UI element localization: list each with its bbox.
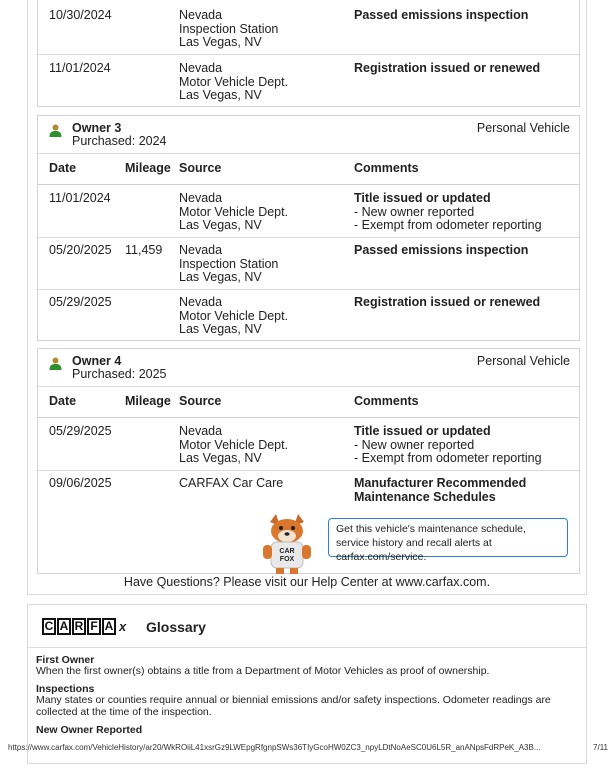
report-url[interactable]: https://www.carfax.com/VehicleHistory/ar20/WkROiiL41xsrGz9LWEpgRfgnpSWs36TIyGcoHW0ZC3_npyLDtNoAeSC0U6L5R_anANpsFdRPeK_A3B... [8, 743, 541, 752]
vehicle-type: Personal Vehicle [476, 121, 570, 135]
owner-purchased: Purchased: 2025 [72, 367, 167, 381]
mascot-shirt-text: CAR [279, 548, 295, 555]
glossary-section [27, 604, 587, 764]
row-source: CARFAX Car Care [179, 476, 284, 490]
row-source: Nevada Motor Vehicle Dept. Las Vegas, NV [179, 424, 289, 465]
row-source: Nevada Inspection Station Las Vegas, NV [179, 243, 279, 284]
person-icon [49, 124, 62, 137]
glossary-term: New Owner Reported [36, 724, 143, 736]
row-source: Nevada Motor Vehicle Dept. Las Vegas, NV [179, 61, 289, 102]
row-comment-title: Registration issued or renewed [354, 295, 541, 309]
glossary-definition: Many states or counties require annual or biennial emissions and/or safety inspections. Odometer readings are collected at the time of the inspection. [36, 694, 551, 718]
row-comments: Title issued or updated - New owner reported - Exempt from odometer reporting [354, 424, 542, 465]
header-date: Date [49, 161, 77, 175]
row-date: 05/29/2025 [49, 424, 112, 438]
row-comments: Title issued or updated - New owner reported - Exempt from odometer reporting [354, 191, 542, 232]
row-mileage: 11,459 [125, 243, 163, 257]
header-source: Source [179, 161, 222, 175]
owner-title: Owner 4 [72, 354, 122, 368]
header-date: Date [49, 394, 77, 408]
table-row [38, 289, 579, 341]
vehicle-type: Personal Vehicle [476, 354, 570, 368]
glossary-term: Inspections [36, 683, 95, 695]
header-comments: Comments [354, 394, 419, 408]
owner4-header [38, 349, 579, 387]
table-row [38, 237, 579, 290]
row-date: 11/01/2024 [49, 61, 111, 75]
row-source: Nevada Inspection Station Las Vegas, NV [179, 8, 279, 49]
header-comments: Comments [354, 161, 419, 175]
owner-purchased: Purchased: 2024 [72, 134, 167, 148]
table-header [38, 153, 579, 185]
row-date: 11/01/2024 [49, 191, 111, 205]
carfox-mascot-icon [256, 514, 318, 574]
maintenance-cta[interactable]: Get this vehicle's maintenance schedule, service history and recall alerts at carfax.com/service. [328, 518, 568, 557]
owner2-history-card-partial [37, 0, 580, 107]
header-mileage: Mileage [125, 394, 171, 408]
table-row [38, 54, 579, 106]
table-row [38, 418, 579, 471]
glossary-title: Glossary [146, 619, 206, 635]
header-source: Source [179, 394, 222, 408]
row-date: 05/29/2025 [49, 295, 112, 309]
owner4-history-card [37, 348, 580, 574]
table-row [38, 185, 579, 238]
glossary-term: First Owner [36, 654, 95, 666]
divider [28, 647, 586, 648]
page-number: 7/11 [593, 743, 608, 752]
row-source: Nevada Motor Vehicle Dept. Las Vegas, NV [179, 295, 289, 336]
header-mileage: Mileage [125, 161, 171, 175]
row-comment-title: Passed emissions inspection [354, 8, 529, 22]
owner-title: Owner 3 [72, 121, 122, 135]
glossary-definition: When the first owner(s) obtains a title from a Department of Motor Vehicles as proof of ownership. [36, 665, 490, 677]
row-comment-title: Manufacturer Recommended Maintenance Schedules [354, 476, 527, 504]
row-comment-title: Passed emissions inspection [354, 243, 529, 257]
row-date: 10/30/2024 [49, 8, 112, 22]
mascot-shirt-text: FOX [279, 556, 295, 563]
table-header [38, 386, 579, 418]
carfax-logo: C A R F A x [42, 616, 135, 636]
help-center-text: Have Questions? Please visit our Help Center at www.carfax.com. [123, 575, 491, 589]
owner3-header [38, 116, 579, 154]
row-comment-title: Registration issued or renewed [354, 61, 541, 75]
row-source: Nevada Motor Vehicle Dept. Las Vegas, NV [179, 191, 289, 232]
row-date: 09/06/2025 [49, 476, 112, 490]
person-icon [49, 357, 62, 370]
row-date: 05/20/2025 [49, 243, 112, 257]
owner3-history-card [37, 115, 580, 341]
table-row [38, 0, 579, 55]
